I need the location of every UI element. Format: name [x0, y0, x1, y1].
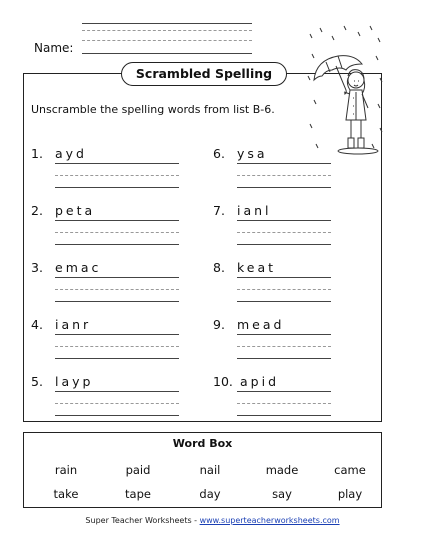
item-number: 8. — [213, 260, 225, 275]
scrambled-letters: keat — [237, 260, 277, 275]
scramble-item-9 — [213, 317, 393, 367]
letters-underline — [55, 334, 179, 335]
scrambled-letters: apid — [240, 374, 280, 389]
word-box-word: came — [334, 463, 366, 477]
answer-line[interactable] — [237, 187, 331, 188]
answer-guide — [237, 232, 331, 233]
answer-guide — [237, 289, 331, 290]
answer-guide — [237, 403, 331, 404]
letters-underline — [237, 334, 331, 335]
letters-underline — [237, 163, 331, 164]
item-number: 10. — [213, 374, 233, 389]
scrambled-letters: ianl — [237, 203, 272, 218]
scrambled-letters: peta — [55, 203, 96, 218]
name-label: Name: — [34, 41, 74, 55]
word-box-word: paid — [125, 463, 151, 477]
worksheet-title: Scrambled Spelling — [121, 62, 287, 86]
scramble-item-4 — [31, 317, 211, 367]
scrambled-letters: layp — [55, 374, 94, 389]
scrambled-letters: emac — [55, 260, 102, 275]
name-guide-top — [82, 30, 252, 31]
scramble-item-8 — [213, 260, 393, 310]
scrambled-letters: ayd — [55, 146, 87, 161]
scramble-item-3 — [31, 260, 211, 310]
answer-line[interactable] — [55, 244, 179, 245]
answer-line[interactable] — [55, 415, 179, 416]
word-box-word: say — [272, 487, 292, 501]
word-box-word: made — [265, 463, 299, 477]
word-box — [23, 432, 382, 508]
footer — [0, 516, 425, 525]
letters-underline — [55, 391, 179, 392]
word-box-word: tape — [125, 487, 151, 501]
scramble-item-2 — [31, 203, 211, 253]
letters-underline — [237, 277, 331, 278]
umbrella-girl-icon — [306, 24, 386, 156]
answer-guide — [55, 403, 179, 404]
name-guide-mid — [82, 40, 252, 41]
item-number: 5. — [31, 374, 43, 389]
answer-guide — [55, 175, 179, 176]
item-number: 6. — [213, 146, 225, 161]
letters-underline — [237, 220, 331, 221]
name-line-bottom[interactable] — [82, 53, 252, 54]
answer-line[interactable] — [237, 301, 331, 302]
word-box-word: play — [337, 487, 363, 501]
word-box-row — [24, 463, 381, 479]
scrambled-letters: ianr — [55, 317, 92, 332]
footer-link[interactable]: www.superteacherworksheets.com — [199, 516, 340, 525]
answer-line[interactable] — [237, 415, 331, 416]
word-box-word: day — [199, 487, 221, 501]
item-number: 1. — [31, 146, 43, 161]
word-box-word: nail — [199, 463, 221, 477]
letters-underline — [55, 163, 179, 164]
answer-guide — [237, 346, 331, 347]
item-number: 3. — [31, 260, 43, 275]
scramble-item-7 — [213, 203, 393, 253]
name-line-top — [82, 23, 252, 24]
answer-guide — [55, 289, 179, 290]
answer-line[interactable] — [55, 358, 179, 359]
item-number: 7. — [213, 203, 225, 218]
scramble-item-1 — [31, 146, 211, 196]
answer-line[interactable] — [55, 187, 179, 188]
scramble-item-5 — [31, 374, 211, 424]
scramble-item-10 — [213, 374, 393, 424]
footer-text: Super Teacher Worksheets - — [85, 516, 200, 525]
scrambled-letters: ysa — [237, 146, 268, 161]
instructions: Unscramble the spelling words from list B-6. — [31, 103, 275, 116]
scrambled-letters: mead — [237, 317, 285, 332]
girl-umbrella-illustration — [306, 24, 386, 156]
item-number: 2. — [31, 203, 43, 218]
answer-line[interactable] — [55, 301, 179, 302]
answer-line[interactable] — [237, 244, 331, 245]
word-box-title: Word Box — [172, 437, 233, 450]
letters-underline — [55, 220, 179, 221]
letters-underline — [237, 391, 331, 392]
item-number: 4. — [31, 317, 43, 332]
answer-guide — [237, 175, 331, 176]
letters-underline — [55, 277, 179, 278]
word-box-row — [24, 487, 381, 503]
word-box-word: take — [53, 487, 79, 501]
item-number: 9. — [213, 317, 225, 332]
answer-line[interactable] — [237, 358, 331, 359]
answer-guide — [55, 346, 179, 347]
answer-guide — [55, 232, 179, 233]
word-box-word: rain — [54, 463, 78, 477]
